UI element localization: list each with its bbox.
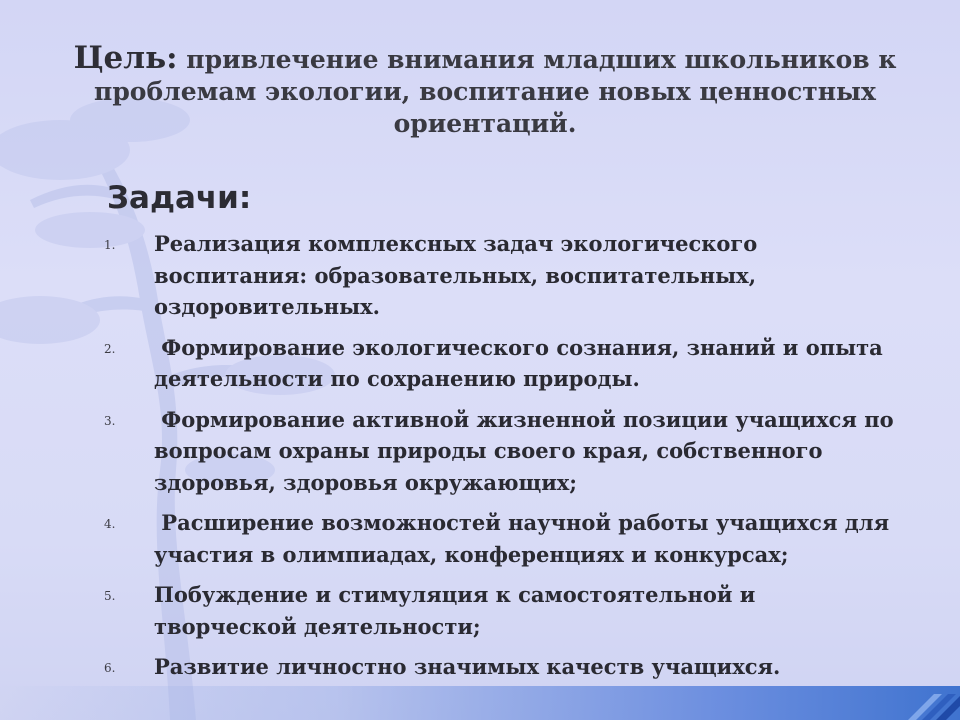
task-text: Расширение возможностей научной работы учащихся для участия в олимпиадах, конференциях и конкурсах; <box>154 510 890 567</box>
tasks-heading: Задачи: <box>107 180 252 216</box>
task-number: 3. <box>104 413 116 428</box>
corner-chevron-icon <box>890 680 960 720</box>
goal-text: привлечение внимания младших школьников к проблемам экологии, воспитание новых ценностных ориентаций. <box>94 45 897 138</box>
task-item-5 <box>104 579 904 642</box>
task-item-4 <box>104 507 904 570</box>
task-number: 2. <box>104 341 116 356</box>
goal-statement <box>70 42 900 140</box>
task-item-2 <box>104 332 904 395</box>
task-text: Развитие личностно значимых качеств учащихся. <box>154 654 781 679</box>
task-item-3 <box>104 404 904 499</box>
task-item-1 <box>104 228 904 323</box>
task-number: 6. <box>104 661 116 675</box>
task-text: Формирование экологического сознания, знаний и опыта деятельности по сохранению природы. <box>154 334 883 391</box>
task-text: Формирование активной жизненной позиции учащихся по вопросам охраны природы своего края, собственного здоровья, здоровья окружающих; <box>154 406 894 495</box>
bottom-decoration-bar <box>0 686 960 720</box>
task-list <box>104 228 904 692</box>
task-text: Побуждение и стимуляция к самостоятельной и творческой деятельности; <box>154 582 756 639</box>
task-item-6 <box>104 651 904 683</box>
task-number: 5. <box>104 589 116 603</box>
task-number: 1. <box>104 238 116 252</box>
task-text: Реализация комплексных задач экологического воспитания: образовательных, воспитательных, оздоровительных. <box>154 231 758 319</box>
task-number: 4. <box>104 517 116 531</box>
goal-label: Цель: <box>73 40 178 76</box>
